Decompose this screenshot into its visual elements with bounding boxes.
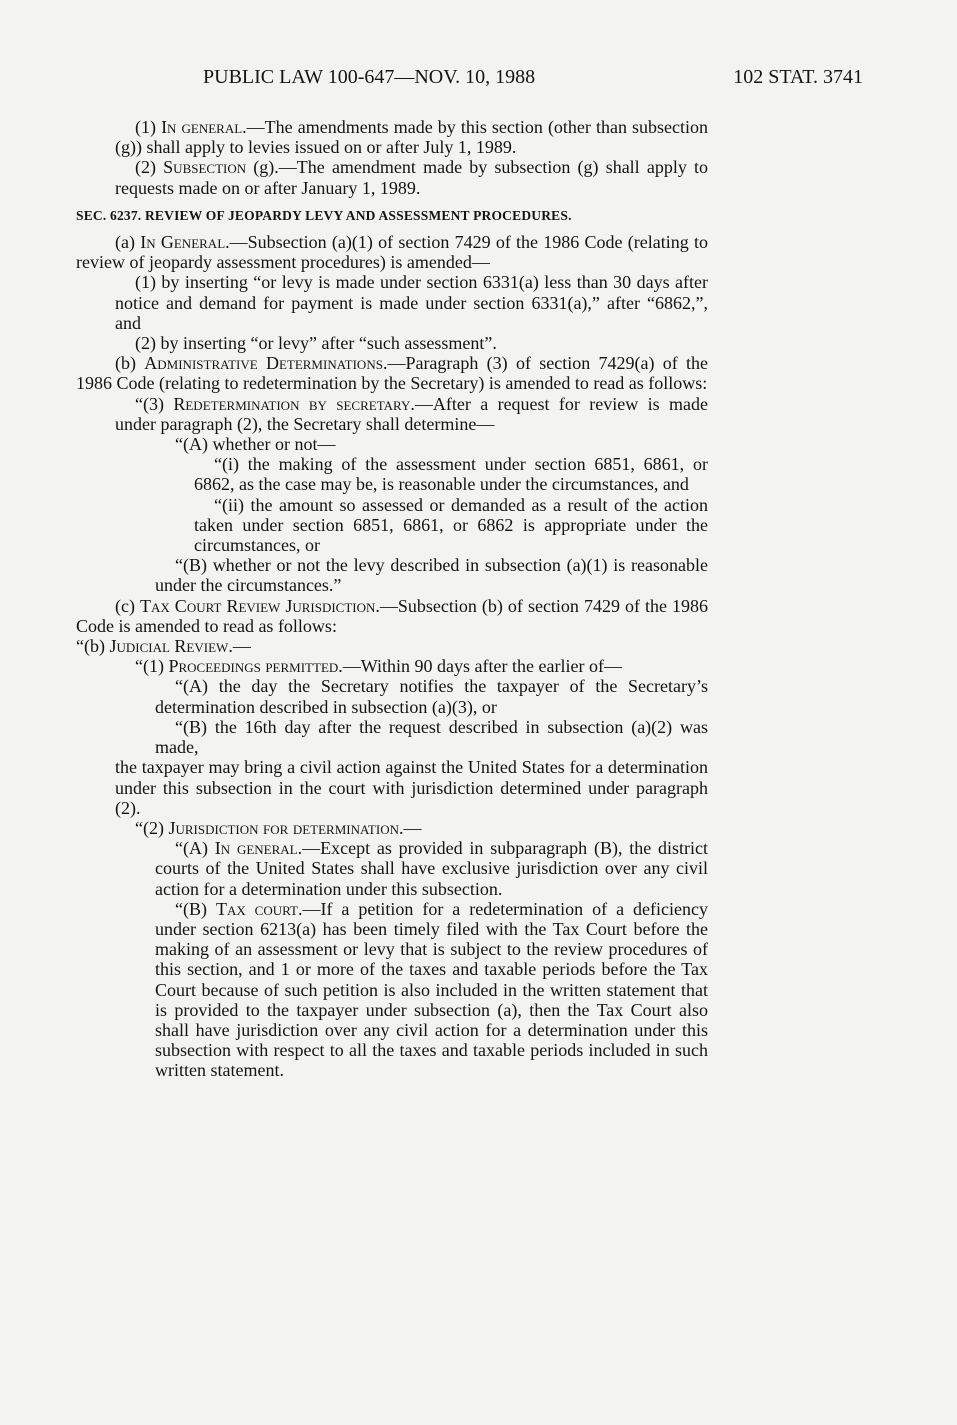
para-text: (g).—The amendment made by subsection (g) shall apply to requests made on or after January 1, 1989. bbox=[115, 157, 709, 198]
para-heading: In General bbox=[140, 232, 226, 253]
subsection-a bbox=[76, 232, 708, 272]
subsection-a-2: (2) by inserting “or levy” after “such assessment”. bbox=[135, 333, 497, 354]
para-text: .—Except as provided in subparagraph (B), the district courts of the United States shall have exclusive jurisdiction over any civil action for a determination under this subsection. bbox=[155, 838, 708, 899]
running-header bbox=[75, 66, 863, 92]
para-number: “(B) bbox=[175, 898, 207, 919]
para-number: (1) bbox=[135, 117, 156, 137]
subsection-c-b-2-B bbox=[76, 899, 708, 1081]
para-number: “(A) bbox=[175, 838, 208, 859]
para-heading: Judicial Review bbox=[109, 636, 229, 657]
para-heading: Redetermination by secretary bbox=[173, 393, 411, 414]
para-text: .—Subsection (a)(1) of section 7429 of the 1986 Code (relating to review of jeopardy assessment procedures) is amended— bbox=[76, 232, 708, 273]
para-number: “(2) bbox=[135, 817, 164, 838]
para-heading: Administrative Determinations bbox=[144, 353, 383, 374]
para-number: (2) bbox=[135, 157, 156, 178]
para-heading: Jurisdiction for determination bbox=[168, 817, 399, 838]
subsection-b-3-A-ii: “(ii) the amount so assessed or demanded as a result of the action taken under section 6851, 6861, or 6862 is appropriate under the circumstances, or bbox=[194, 494, 708, 556]
subsection-c-b-1-tail: the taxpayer may bring a civil action against the United States for a determination under this subsection in the court with jurisdiction determined under paragraph (2). bbox=[115, 757, 708, 818]
para-text: .—The amendments made by this section (other than subsection (g)) shall apply to levies issued on or after July 1, 1989. bbox=[115, 117, 709, 158]
subsection-c bbox=[76, 596, 708, 636]
subsection-b-3-A: “(A) whether or not— bbox=[175, 434, 336, 455]
para-number: “(b) bbox=[76, 636, 105, 657]
subsection-b bbox=[76, 353, 708, 393]
para-text: .— bbox=[228, 636, 251, 657]
section-heading: SEC. 6237. REVIEW OF JEOPARDY LEVY AND ASSESSMENT PROCEDURES. bbox=[76, 207, 572, 223]
para-heading: Tax court bbox=[215, 898, 298, 919]
para-text: .—After a request for review is made under paragraph (2), the Secretary shall determine— bbox=[115, 393, 708, 434]
para-number: “(3) bbox=[135, 393, 164, 414]
para-heading: Subsection bbox=[163, 157, 247, 178]
subsection-b-3-A-i: “(i) the making of the assessment under section 6851, 6861, or 6862, as the case may be, is reasonable under the circumstances, and bbox=[194, 454, 708, 495]
para-text: .— bbox=[398, 817, 422, 838]
subsection-c-b-1-A: “(A) the day the Secretary notifies the taxpayer of the Secretary’s determination described in subsection (a)(3), or bbox=[155, 676, 708, 717]
subsection-c-b-1 bbox=[76, 656, 708, 676]
subsection-c-b bbox=[76, 636, 708, 656]
statute-body bbox=[76, 117, 708, 1081]
header-page-ref: 102 STAT. 3741 bbox=[733, 66, 863, 88]
subsection-c-b-2 bbox=[76, 818, 708, 838]
para-number: (b) bbox=[115, 353, 136, 374]
para-heading: In general bbox=[161, 117, 243, 137]
para-text: .—Paragraph (3) of section 7429(a) of the 1986 Code (relating to redetermination by the Secretary) is amended to read as follows: bbox=[76, 353, 708, 394]
subsection-b-3 bbox=[76, 394, 708, 434]
para-number: (c) bbox=[115, 595, 135, 616]
para-effective-date-subsection-g bbox=[76, 157, 708, 197]
para-number: (a) bbox=[115, 232, 135, 253]
para-text: .—Within 90 days after the earlier of— bbox=[338, 656, 622, 677]
para-number: “(1) bbox=[135, 656, 164, 677]
para-heading: Tax Court Review Jurisdiction bbox=[140, 595, 376, 616]
header-title: PUBLIC LAW 100-647—NOV. 10, 1988 bbox=[203, 66, 536, 88]
para-heading: Proceedings permitted bbox=[168, 656, 339, 677]
subsection-c-b-2-A bbox=[76, 838, 708, 899]
para-text: .—If a petition for a redetermination of a deficiency under section 6213(a) has been timely filed with the Tax Court before the making of an assessment or levy that is subject to the review procedures of this section, and 1 or more of the taxes and taxable periods before the Tax Court because of such petition is also included in the written statement that is provided to the taxpayer under subsection (a), then the Tax Court also shall have jurisdiction over any civil action for a determination under this subsection with respect to all the taxes and taxable periods included in such written statement. bbox=[155, 898, 708, 1081]
para-effective-date-general bbox=[76, 117, 708, 157]
para-heading: In general bbox=[214, 838, 298, 859]
para-text: .—Subsection (b) of section 7429 of the 1986 Code is amended to read as follows: bbox=[76, 595, 709, 636]
subsection-c-b-1-B: “(B) the 16th day after the request described in subsection (a)(2) was made, bbox=[155, 716, 708, 758]
subsection-b-3-B: “(B) whether or not the levy described in subsection (a)(1) is reasonable under the circumstances.” bbox=[155, 555, 708, 596]
subsection-a-1: (1) by inserting “or levy is made under section 6331(a) less than 30 days after notice and demand for payment is made under section 6331(a),” after “6862,”, and bbox=[115, 272, 708, 333]
